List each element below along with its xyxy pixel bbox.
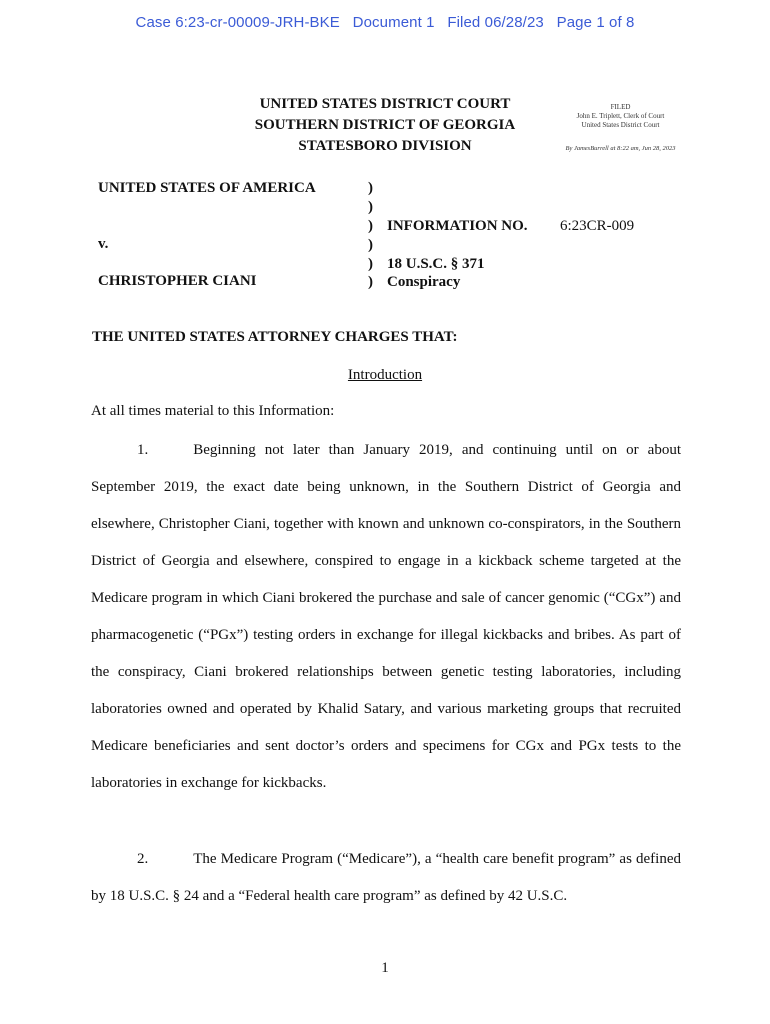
charges-heading: THE UNITED STATES ATTORNEY CHARGES THAT:	[92, 329, 458, 345]
offense-name: Conspiracy	[387, 274, 461, 290]
information-label: INFORMATION NO.	[387, 218, 528, 234]
filed-byline: By JamesBurrell at 8:22 am, Jun 28, 2023	[565, 145, 676, 152]
lead-in-text: At all times material to this Information:	[91, 403, 335, 419]
caption-paren: )	[368, 218, 373, 234]
caption-paren: )	[368, 237, 373, 253]
court-division: STATESBORO DIVISION	[298, 138, 472, 154]
defendant-name: CHRISTOPHER CIANI	[98, 273, 257, 289]
court-heading	[185, 94, 585, 157]
filed-stamp	[548, 103, 693, 153]
information-number: 6:23CR-009	[560, 218, 635, 234]
court-name: UNITED STATES DISTRICT COURT	[259, 96, 511, 112]
versus-label: v.	[98, 236, 109, 252]
filed-clerk: John E. Triplett, Clerk of Court	[576, 112, 665, 120]
caption-paren: )	[368, 256, 373, 272]
filed-label: FILED	[610, 103, 631, 111]
plaintiff-name: UNITED STATES OF AMERICA	[98, 180, 316, 196]
paragraph-1: 1. Beginning not later than January 2019, and continuing until on or about September 2019, the exact date being unknown, in the Southern District of Georgia and elsewhere, Christopher Ciani, together with known and unknown co-conspirators, in the Southern District of Georgia and elsewhere, conspired to engage in a kickback scheme targeted at the Medicare program in which Ciani brokered the purchase and sale of cancer genomic (“CGx”) and pharmacogenetic (“PGx”) testing orders in exchange for illegal kickbacks and bribes. As part of the conspiracy, Ciani brokered relationships between genetic testing laboratories, including laboratories owned and operated by Khalid Satary, and various marketing groups that recruited Medicare beneficiaries and sent doctor’s orders and specimens for CGx and PGx tests to the laboratories in exchange for kickbacks.	[91, 442, 681, 791]
section-title: Introduction	[347, 367, 423, 383]
case-header-stamp: Case 6:23-cr-00009-JRH-BKE Document 1 Filed 06/28/23 Page 1 of 8	[135, 14, 635, 31]
caption-paren: )	[368, 180, 373, 196]
caption-paren: )	[368, 274, 373, 290]
page-number: 1	[381, 960, 389, 976]
court-district: SOUTHERN DISTRICT OF GEORGIA	[254, 117, 516, 133]
statute-citation: 18 U.S.C. § 371	[387, 256, 485, 272]
paragraph-2: 2. The Medicare Program (“Medicare”), a “health care benefit program” as defined by 18 U.S.C. § 24 and a “Federal health care program” as defined by 42 U.S.C.	[91, 851, 681, 904]
filed-court: United States District Court	[581, 121, 660, 129]
caption-paren: )	[368, 199, 373, 215]
